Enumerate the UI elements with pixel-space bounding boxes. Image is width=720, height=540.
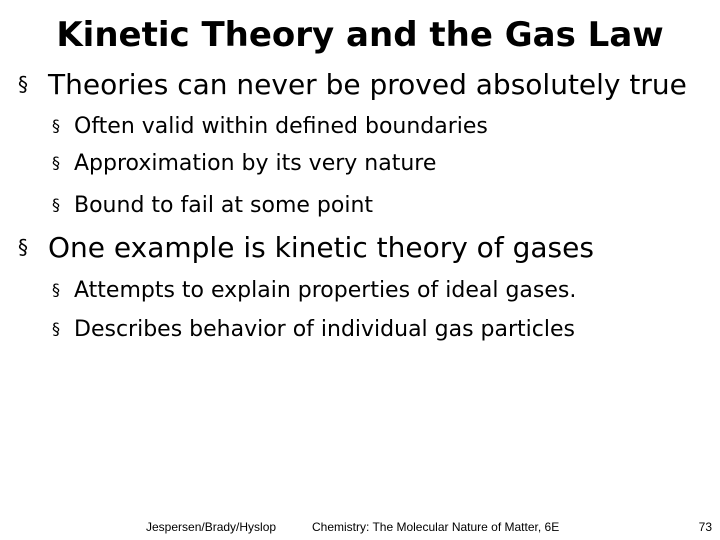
bullet-marker-icon: § xyxy=(52,195,60,214)
bullet-item xyxy=(18,66,687,103)
footer-book-title: Chemistry: The Molecular Nature of Matter, 6E xyxy=(312,520,560,534)
bullet-marker-icon: § xyxy=(52,280,60,299)
slide-title: Kinetic Theory and the Gas Law xyxy=(56,15,664,55)
bullet-text: One example is kinetic theory of gases xyxy=(48,231,594,264)
sub-bullet-item xyxy=(52,190,373,221)
bullet-text: Theories can never be proved absolutely true xyxy=(48,68,687,101)
sub-bullet-item xyxy=(52,314,575,345)
bullet-marker-icon: § xyxy=(52,116,60,135)
sub-bullet-item xyxy=(52,111,488,142)
sub-bullet-text: Bound to fail at some point xyxy=(74,193,374,218)
sub-bullet-item xyxy=(52,275,576,306)
sub-bullet-text: Attempts to explain properties of ideal gases. xyxy=(74,278,577,303)
bullet-marker-icon: § xyxy=(52,319,60,338)
bullet-marker-icon: § xyxy=(52,153,60,172)
page-number: 73 xyxy=(698,520,712,534)
footer-authors: Jespersen/Brady/Hyslop xyxy=(146,520,277,534)
bullet-marker-icon: § xyxy=(18,72,28,96)
sub-bullet-text: Often valid within defined boundaries xyxy=(74,114,488,139)
bullet-item xyxy=(18,229,594,266)
sub-bullet-text: Approximation by its very nature xyxy=(74,151,437,176)
sub-bullet-text: Describes behavior of individual gas particles xyxy=(74,317,575,342)
sub-bullet-item xyxy=(52,148,436,179)
bullet-marker-icon: § xyxy=(18,235,28,259)
